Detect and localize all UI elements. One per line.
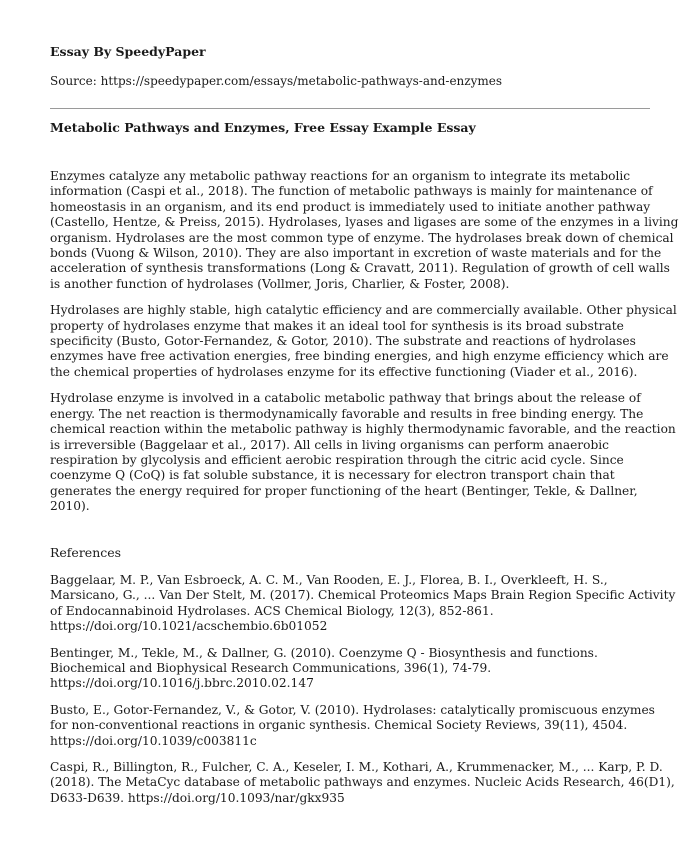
paragraph-line: respiration by glycolysis and efficient aerobic respiration through the citric acid cycle. Since	[50, 452, 624, 467]
paragraph-line: Enzymes catalyze any metabolic pathway reactions for an organism to integrate its metabolic	[50, 169, 631, 183]
reference-item-bentinger	[50, 646, 650, 692]
paragraph-line: organism. Hydrolases are the most common type of enzyme. The hydrolases break down of chemical	[50, 230, 674, 245]
reference-item-busto	[50, 702, 655, 749]
paragraph-line: 2010).	[50, 499, 90, 514]
reference-item-caspi	[50, 760, 675, 806]
paragraph-line: (Castello, Hentze, & Preiss, 2015). Hydrolases, lyases and ligases are some of the enzymes in a living	[50, 215, 679, 230]
essay-paragraph-3	[50, 391, 676, 514]
reference-line: Bentinger, M., Tekle, M., & Dallner, G. (2010). Coenzyme Q - Biosynthesis and functions.	[50, 645, 598, 660]
essay-paragraph-1	[50, 169, 679, 292]
paragraph-line: the chemical properties of hydrolases enzyme for its effective functioning (Viader et al., 2016).	[50, 364, 638, 379]
paragraph-line: Hydrolase enzyme is involved in a catabolic metabolic pathway that brings about the release of	[50, 391, 641, 406]
paragraph-line: specificity (Busto, Gotor-Fernandez, & Gotor, 2010). The substrate and reactions of hydrolases	[50, 334, 636, 349]
reference-line: Caspi, R., Billington, R., Fulcher, C. A., Keseler, I. M., Kothari, A., Krummenacker, M., ... Karp, P. D.	[50, 760, 663, 775]
reference-line: of Endocannabinoid Hydrolases. ACS Chemical Biology, 12(3), 852-861.	[50, 603, 494, 618]
paragraph-line: energy. The net reaction is thermodynamically favorable and results in free binding energy. The	[50, 406, 644, 421]
paragraph-line: homeostasis in an organism, and its end product is immediately used to initiate another pathway	[50, 199, 651, 214]
reference-doi-link[interactable]: https://doi.org/10.1039/c003811c	[50, 733, 257, 748]
paragraph-line: property of hydrolases enzyme that makes it an ideal tool for synthesis is its broad substrate	[50, 318, 624, 333]
document-source-link[interactable]: Source: https://speedypaper.com/essays/metabolic-pathways-and-enzymes	[50, 74, 503, 88]
paragraph-line: is irreversible (Baggelaar et al., 2017). All cells in living organisms can perform anaerobic	[50, 437, 609, 452]
references-list	[50, 573, 676, 817]
reference-doi-link[interactable]: https://doi.org/10.1021/acschembio.6b01052	[50, 619, 328, 634]
reference-line: for non-conventional reactions in organic synthesis. Chemical Society Reviews, 39(11), 4504.	[50, 718, 628, 733]
header-divider	[50, 108, 650, 109]
paragraph-line: enzymes have free activation energies, free binding energies, and high enzyme efficiency which are	[50, 349, 669, 364]
paragraph-line: generates the energy required for proper functioning of the heart (Bentinger, Tekle, & Dallner,	[50, 483, 638, 498]
essay-paragraph-2	[50, 303, 677, 380]
reference-line: Biochemical and Biophysical Research Communications, 396(1), 74-79.	[50, 661, 492, 676]
reference-line: Busto, E., Gotor-Fernandez, V., & Gotor, V. (2010). Hydrolases: catalytically promiscuous enzymes	[50, 702, 655, 717]
essay-title: Metabolic Pathways and Enzymes, Free Essay Example Essay	[50, 120, 476, 135]
document-header-title: Essay By SpeedyPaper	[50, 44, 206, 59]
paragraph-line: coenzyme Q (CoQ) is fat soluble substance, it is necessary for electron transport chain that	[50, 468, 615, 483]
reference-item-baggelaar	[50, 573, 676, 635]
paragraph-line: bonds (Vuong & Wilson, 2010). They are also important in excretion of waste materials and for the	[50, 246, 662, 261]
paragraph-line: chemical reaction within the metabolic pathway is highly thermodynamic favorable, and the reaction	[50, 422, 676, 437]
paragraph-line: Hydrolases are highly stable, high catalytic efficiency and are commercially available. Other physical	[50, 303, 677, 318]
reference-line: (2018). The MetaCyc database of metabolic pathways and enzymes. Nucleic Acids Research, 46(D1),	[50, 775, 675, 790]
reference-doi-link[interactable]: https://doi.org/10.1016/j.bbrc.2010.02.147	[50, 676, 314, 691]
essay-body	[50, 169, 679, 526]
reference-line: Baggelaar, M. P., Van Esbroeck, A. C. M., Van Rooden, E. J., Florea, B. I., Overkleeft, H. S.,	[50, 573, 608, 587]
reference-line[interactable]: D633-D639. https://doi.org/10.1093/nar/gkx935	[50, 790, 345, 805]
references-heading: References	[50, 545, 122, 560]
paragraph-line: is another function of hydrolases (Vollmer, Joris, Charlier, & Foster, 2008).	[50, 276, 510, 291]
paragraph-line: acceleration of synthesis transformations (Long & Cravatt, 2011). Regulation of growth of cell walls	[50, 261, 670, 276]
reference-line: Marsicano, G., ... Van Der Stelt, M. (2017). Chemical Proteomics Maps Brain Region Specific Activity	[50, 588, 676, 603]
paragraph-line: information (Caspi et al., 2018). The function of metabolic pathways is mainly for maintenance of	[50, 184, 653, 199]
